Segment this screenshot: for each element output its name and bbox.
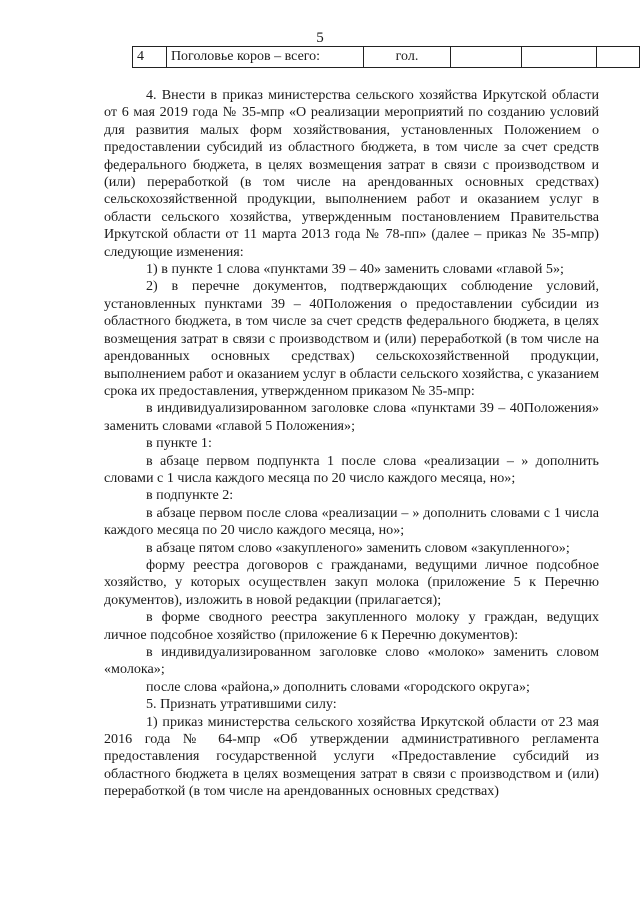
document-body (104, 87, 599, 801)
paragraph: форму реестра договоров с гражданами, ведущими личное подсобное хозяйство, у которых осуществлен закуп молока (приложение 5 к Перечню документов), изложить в новой редакции (прилагается); (104, 556, 599, 608)
paragraph: в абзаце первом после слова «реализации – » дополнить словами с 1 числа каждого месяца по 20 число каждого месяца, но»; (104, 504, 599, 539)
table-row (133, 47, 640, 68)
paragraph: в абзаце пятом слово «закуплeного» заменить словом «закупленного»; (146, 539, 570, 556)
paragraph: в подпункте 2: (146, 487, 234, 504)
paragraph: в индивидуализированном заголовке слова «пунктами 39 – 40Положения» заменить словами «главой 5 Положения»; (104, 400, 599, 434)
paragraph-item-4: 4. Внести в приказ министерства сельского хозяйства Иркутской области от 6 мая 2019 года № 35-мпр «О реализации мероприятий по созданию условий для развития малых форм хозяйствования, установленных Положением о предоставлении субсидий из областного бюджета, в том числе за счет средств федерального бюджета, в целях возмещения затрат в связи с производством и (или) переработкой (в том числе на арендованных основных средствах) сельскохозяйственной продукции, выполнением работ и оказанием услуг в области сельского хозяйства, утвержденным постановлением Правительства Иркутской области от 11 марта 2013 года № 78-пп» (далее – приказ № 35-мпр) следующие изменения: (104, 87, 599, 260)
paragraph-subitem-1: 1) приказ министерства сельского хозяйства Иркутской области от 23 мая 2016 года № 64-мпр «Об утверждении административного регламента предоставления государственной услуги «Предоставление субсидий из областного бюджета в целях возмещения затрат в связи с производством и (или) переработкой (в том числе на арендованных основных средствах) (104, 713, 599, 800)
paragraph-subitem-1: 1) в пункте 1 слова «пунктами 39 – 40» заменить словами «главой 5»; (146, 261, 564, 278)
empty-cell (597, 47, 640, 68)
paragraph: в форме сводного реестра закупленного молоку у граждан, ведущих личное подсобное хозяйство (приложение 6 к Перечню документов): (104, 609, 599, 643)
paragraph: в абзаце первом подпункта 1 после слова «реализации – » дополнить словами с 1 числа каждого месяца по 20 число каждого месяца, но»; (104, 452, 599, 486)
row-name-cell: Поголовье коров – всего: (166, 47, 363, 68)
empty-cell (522, 47, 597, 68)
empty-cell (451, 47, 522, 68)
row-unit-cell: гол. (363, 47, 451, 68)
paragraph: в пункте 1: (146, 435, 212, 452)
row-number-cell: 4 (133, 47, 167, 68)
paragraph-item-5: 5. Признать утратившими силу: (146, 696, 337, 713)
paragraph-subitem-2: 2) в перечне документов, подтверждающих соблюдение условий, установленных пунктами 39 – 40Положения о предоставлении субсидии из областного бюджета, в том числе за счет средств федерального бюджета, в целях возмещения затрат в связи с производством и (или) переработкой (в том числе на арендованных основных средствах) сельскохозяйственной продукции, выполнением работ и оказанием услуг в области сельского хозяйства, с указанием срока их предоставления, утвержденном приказом № 35-мпр: (104, 278, 599, 399)
paragraph: после слова «района,» дополнить словами «городского округа»; (146, 678, 530, 695)
paragraph: в индивидуализированном заголовке слово «молоко» заменить словом «молока»; (104, 644, 599, 678)
page-number: 5 (316, 30, 324, 46)
data-table (132, 46, 640, 68)
